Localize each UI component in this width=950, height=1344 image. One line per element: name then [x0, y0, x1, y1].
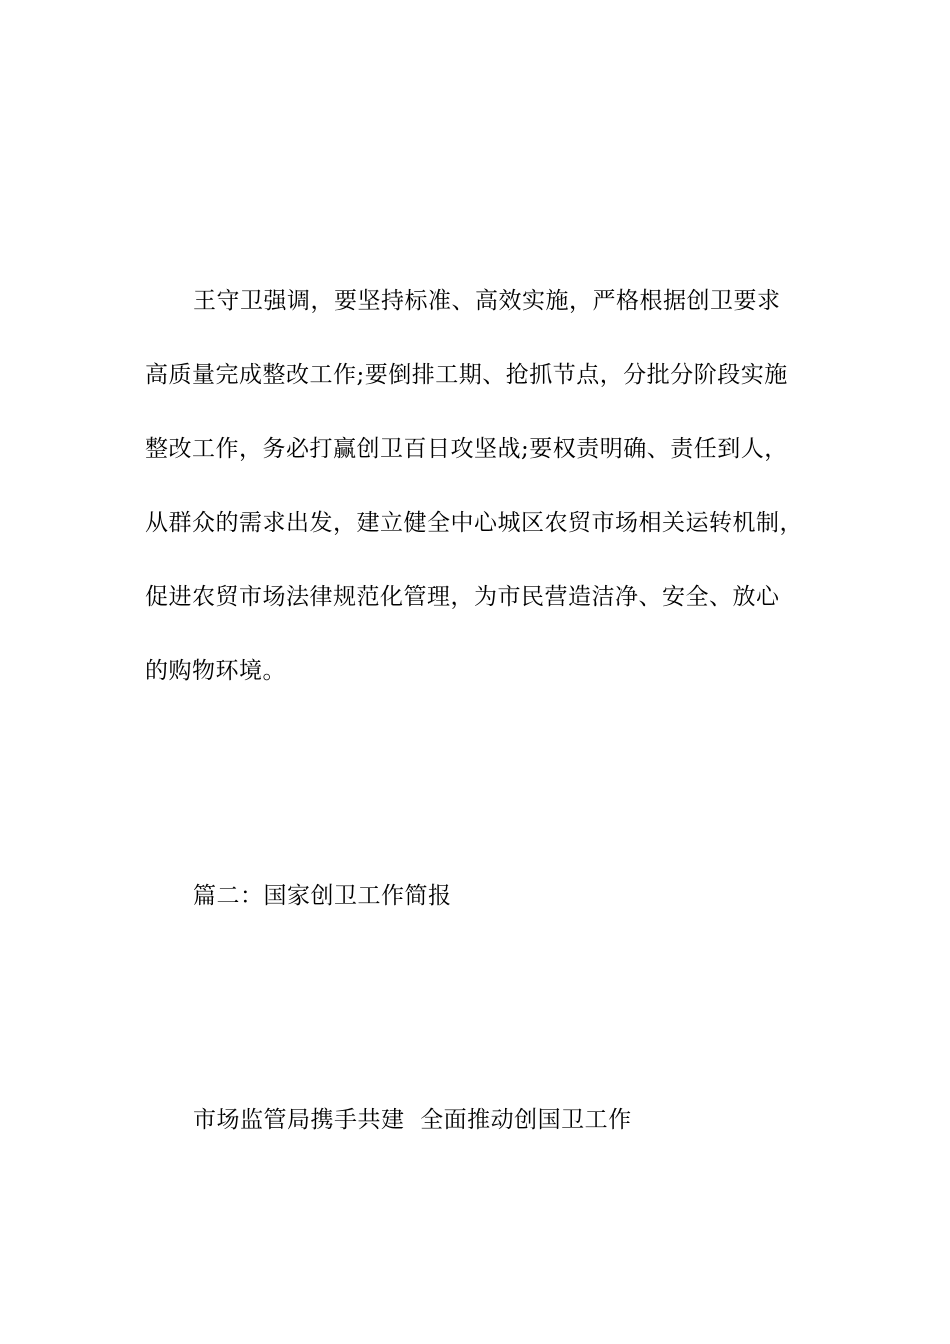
section-heading: 篇二：国家创卫工作简报 — [193, 883, 452, 909]
paragraph-line: 整改工作，务必打赢创卫百日攻坚战;要权责明确、责任到人， — [145, 436, 788, 462]
article-title: 市场监管局携手共建 全面推动创国卫工作 — [193, 1107, 632, 1133]
paragraph-line: 促进农贸市场法律规范化管理，为市民营造洁净、安全、放心 — [145, 584, 780, 610]
paragraph-line: 高质量完成整改工作;要倒排工期、抢抓节点，分批分阶段实施 — [145, 362, 788, 388]
paragraph-line: 王守卫强调，要坚持标准、高效实施，严格根据创卫要求 — [193, 288, 781, 314]
paragraph-line: 从群众的需求出发，建立健全中心城区农贸市场相关运转机制， — [145, 510, 803, 536]
paragraph-line: 的购物环境。 — [145, 658, 286, 684]
